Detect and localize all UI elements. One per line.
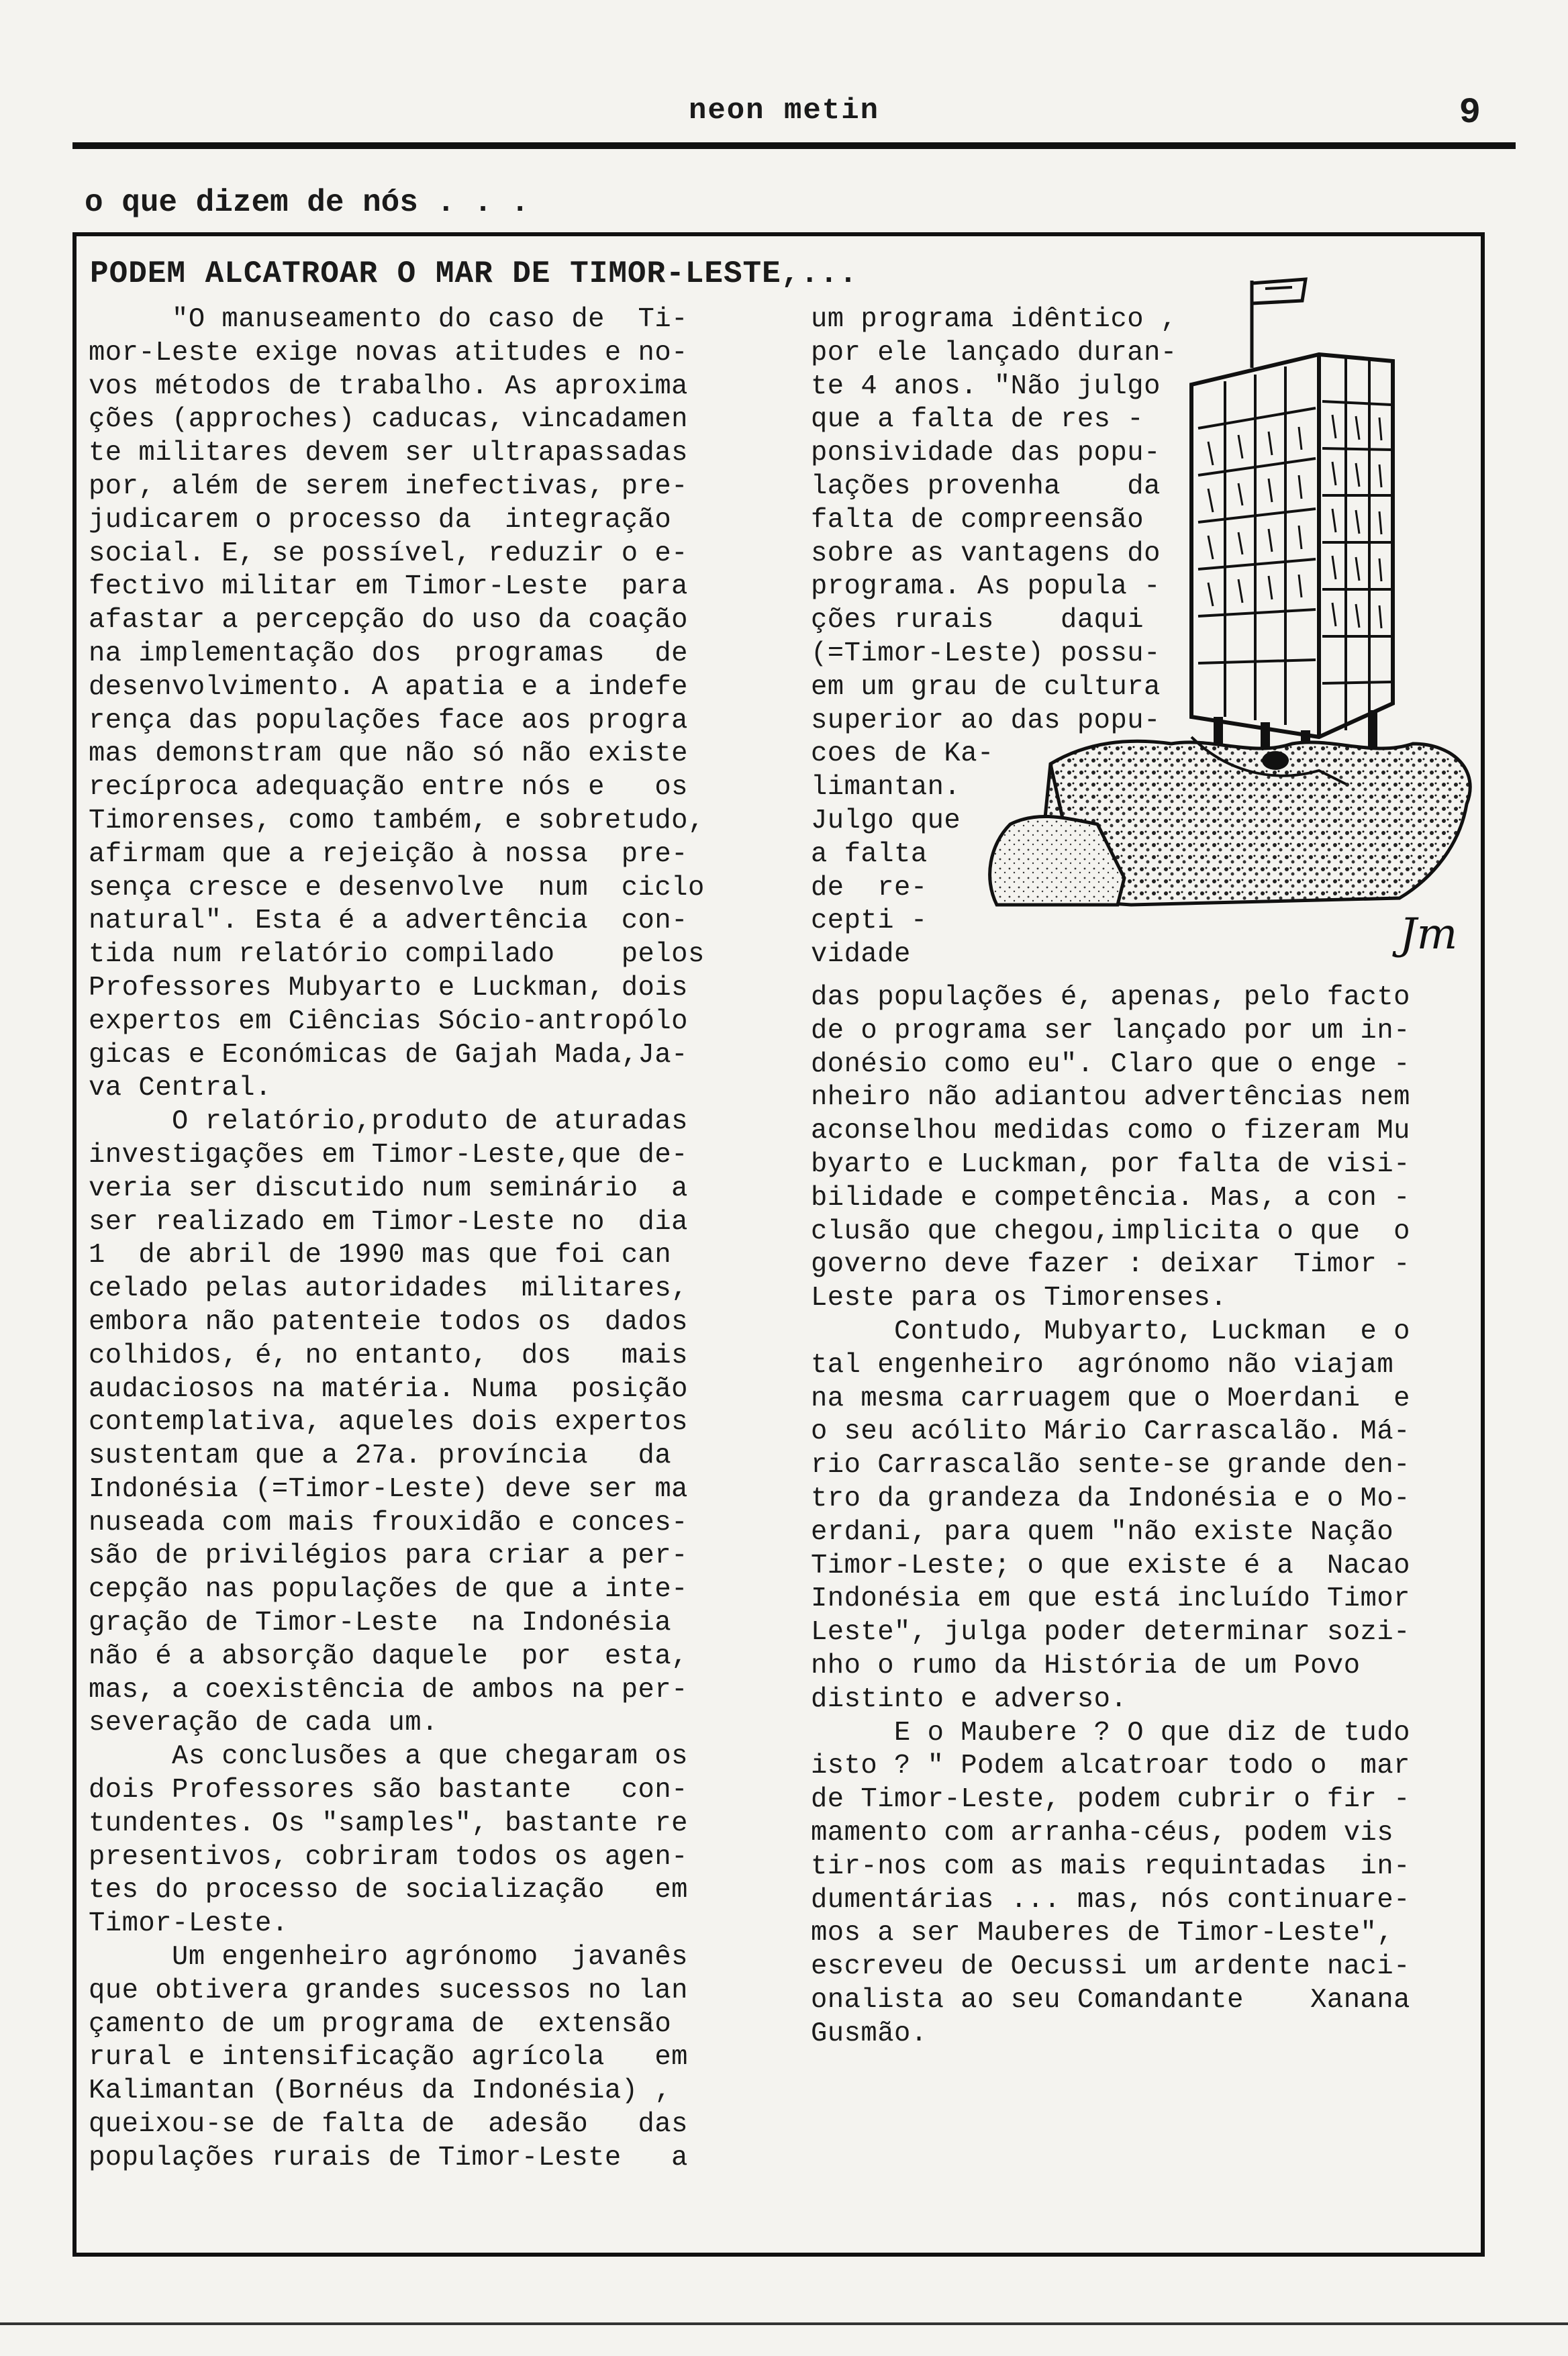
article-left-column: "O manuseamento do caso de Ti- mor-Leste exige novas atitudes e no- vos métodos de trabalho. As aproxima ções (approches) caducas, vincadamen te militares devem ser ultrapassadas por, além de serem inefectivas, pre- judicarem o processo da integração social. E, se possível, reduzir o e- fectivo militar em Timor-Leste para afastar a percepção do uso da coação na implementação dos programas de desenvolvimento. A apatia e a indefe rença das populações face aos progra mas demonstram que não só não existe recíproca adequação entre nós e os Timorenses, como também, e sobretudo, afirmam que a rejeição à nossa pre- sença cresce e desenvolve num ciclo natural". Esta é a advertência con- tida num relatório compilado pelos Professores Mubyarto e Luckman, dois expertos em Ciências Sócio-antropólo gicas e Económicas de Gajah Mada,Ja- va Central. O relatório,produto de aturadas investigações em Timor-Leste,que de- veria ser discutido num seminário a ser realizado em Timor-Leste no dia 1 de abril de 1990 mas que foi can celado pelas autoridades militares, embora não patenteie todos os dados colhidos, é, no entanto, dos mais audaciosos na matéria. Numa posição contemplativa, aqueles dois expertos sustentam que a 27a. província da Indonésia (=Timor-Leste) deve ser ma nuseada com mais frouxidão e conces- são de privilégios para criar a per- cepção nas populações de que a inte- gração de Timor-Leste na Indonésia não é a absorção daquele por esta, mas, a coexistência de ambos na per- severação de cada um. As conclusões a que chegaram os dois Professores são bastante con- tundentes. Os "samples", bastante re presentivos, cobriram todos os agen- tes do processo de socialização em Timor-Leste. Um engenheiro agrónomo javanês que obtivera grandes sucessos no lan çamento de um programa de extensão rural e intensificação agrícola em Kalimantan (Bornéus da Indonésia) , queixou-se de falta de adesão das populações rurais de Timor-Leste a [89, 304, 705, 2173]
article-right-column-bottom: das populações é, apenas, pelo facto de o programa ser lançado por um in- donésio como eu". Claro que o enge - nheiro não adiantou advertências nem aconselhou medidas como o fizeram Mu byarto e Luckman, por falta de visi- bilidade e competência. Mas, a con - clusão que chegou,implicita o que o governo deve fazer : deixar Timor - Leste para os Timorenses. Contudo, Mubyarto, Luckman e o tal engenheiro agrónomo não viajam na mesma carruagem que o Moerdani e o seu acólito Mário Carrascalão. Má- rio Carrascalão sente-se grande den- tro da grandeza da Indonésia e o Mo- erdani, para quem "não existe Nação Timor-Leste; o que existe é a Nacao Indonésia em que está incluído Timor Leste", julga poder determinar sozi- nho o rumo da História de um Povo distinto e adverso. E o Maubere ? O que diz de tudo isto ? " Podem alcatroar todo o mar de Timor-Leste, podem cubrir o fir - mamento com arranha-céus, podem vis tir-nos com as mais requintadas in- dumentárias ... mas, nós continuare- mos a ser Mauberes de Timor-Leste", escreveu de Oecussi um ardente naci- onalista ao seu Comandante Xanana Gusmão. [811, 982, 1410, 2049]
page-number: 9 [1459, 93, 1481, 134]
flag-icon [1252, 279, 1306, 368]
page-header-title: neon metin [688, 94, 880, 128]
skyscraper-icon [1191, 354, 1393, 774]
skyscraper-on-island-illustration [970, 274, 1490, 979]
section-label: o que dizem de nós . . . [85, 185, 530, 220]
article-headline: PODEM ALCATROAR O MAR DE TIMOR-LESTE,... [90, 256, 859, 291]
island-rock-icon [990, 737, 1471, 905]
bottom-divider [0, 2322, 1568, 2325]
header-divider [72, 142, 1516, 149]
article-right-column-top: um programa idêntico , por ele lançado duran- te 4 anos. "Não julgo que a falta de res - ponsividade das popu- lações provenha da falta de compreensão sobre as vantagens do programa. As popula - ções rurais daqui (=Timor-Leste) possu- em um grau de cultura superior ao das popu- coes de Ka- limantan. Julgo que a falta de re- cepti - vidade [811, 304, 1177, 971]
illustration-signature: Jm [1400, 910, 1458, 959]
